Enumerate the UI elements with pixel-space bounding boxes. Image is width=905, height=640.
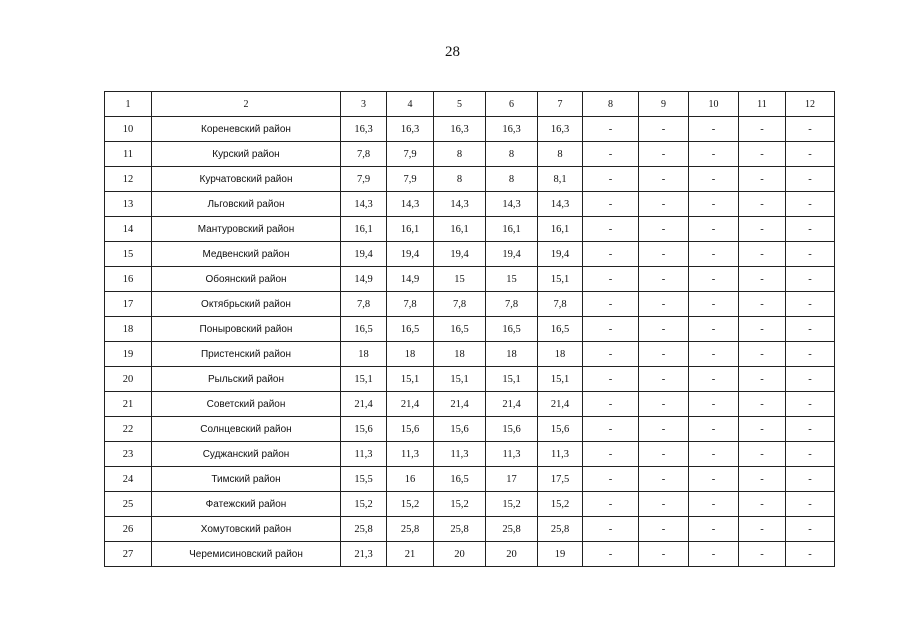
table-cell: - <box>639 517 689 542</box>
table-cell: - <box>583 242 639 267</box>
table-cell: 7,8 <box>341 142 387 167</box>
table-cell: - <box>689 317 739 342</box>
table-cell: - <box>786 267 835 292</box>
table-cell: 15,6 <box>387 417 434 442</box>
table-cell: - <box>689 342 739 367</box>
district-name-cell: Рыльский район <box>152 367 341 392</box>
row-number-cell: 18 <box>105 317 152 342</box>
column-header-11: 11 <box>739 92 786 117</box>
table-cell: - <box>639 317 689 342</box>
table-cell: - <box>786 517 835 542</box>
table-cell: 25,8 <box>341 517 387 542</box>
table-cell: 15,6 <box>486 417 538 442</box>
table-cell: - <box>583 542 639 567</box>
table-row <box>105 542 835 567</box>
table-row <box>105 442 835 467</box>
table-cell: 16,1 <box>387 217 434 242</box>
row-number-cell: 14 <box>105 217 152 242</box>
table-cell: 16,5 <box>341 317 387 342</box>
district-name-cell: Фатежский район <box>152 492 341 517</box>
table-cell: 19,4 <box>341 242 387 267</box>
table-cell: - <box>639 117 689 142</box>
column-header-3: 3 <box>341 92 387 117</box>
table-cell: 18 <box>486 342 538 367</box>
column-header-10: 10 <box>689 92 739 117</box>
table-cell: - <box>739 492 786 517</box>
table-cell: - <box>786 192 835 217</box>
district-name-cell: Октябрьский район <box>152 292 341 317</box>
row-number-cell: 23 <box>105 442 152 467</box>
table-cell: - <box>689 192 739 217</box>
table-cell: 14,3 <box>538 192 583 217</box>
column-header-8: 8 <box>583 92 639 117</box>
table-cell: 18 <box>387 342 434 367</box>
table-cell: - <box>689 367 739 392</box>
table-cell: 8 <box>486 142 538 167</box>
table-cell: 18 <box>538 342 583 367</box>
district-name-cell: Медвенский район <box>152 242 341 267</box>
table-row <box>105 292 835 317</box>
table-cell: 21,3 <box>341 542 387 567</box>
table-cell: 15,1 <box>538 267 583 292</box>
table-cell: 14,3 <box>434 192 486 217</box>
table-cell: - <box>739 142 786 167</box>
table-cell: 7,9 <box>387 142 434 167</box>
table-cell: 21,4 <box>538 392 583 417</box>
table-cell: 15 <box>486 267 538 292</box>
table-row <box>105 392 835 417</box>
table-cell: - <box>639 467 689 492</box>
table-cell: - <box>583 467 639 492</box>
table-cell: 15 <box>434 267 486 292</box>
table-cell: - <box>786 142 835 167</box>
table-cell: 25,8 <box>486 517 538 542</box>
table-cell: 16,1 <box>486 217 538 242</box>
table-cell: 15,2 <box>538 492 583 517</box>
table-cell: 7,8 <box>434 292 486 317</box>
table-cell: 11,3 <box>538 442 583 467</box>
table-cell: - <box>639 417 689 442</box>
district-name-cell: Советский район <box>152 392 341 417</box>
table-cell: 16,1 <box>434 217 486 242</box>
table-row <box>105 142 835 167</box>
table-row <box>105 342 835 367</box>
table-cell: - <box>689 417 739 442</box>
district-name-cell: Обоянский район <box>152 267 341 292</box>
table-cell: 16,5 <box>434 317 486 342</box>
table-cell: 21,4 <box>387 392 434 417</box>
table-cell: 16,5 <box>538 317 583 342</box>
table-cell: - <box>786 342 835 367</box>
table-cell: - <box>583 342 639 367</box>
table-cell: 15,2 <box>486 492 538 517</box>
table-cell: 16,1 <box>538 217 583 242</box>
table-cell: 18 <box>434 342 486 367</box>
row-number-cell: 10 <box>105 117 152 142</box>
table-row <box>105 417 835 442</box>
table-cell: 19,4 <box>486 242 538 267</box>
district-name-cell: Черемисиновский район <box>152 542 341 567</box>
table-cell: - <box>786 117 835 142</box>
table-row <box>105 267 835 292</box>
row-number-cell: 26 <box>105 517 152 542</box>
table-cell: 14,9 <box>341 267 387 292</box>
table-cell: - <box>639 492 689 517</box>
row-number-cell: 13 <box>105 192 152 217</box>
table-cell: 14,3 <box>486 192 538 217</box>
table-cell: - <box>583 117 639 142</box>
table-cell: 7,8 <box>387 292 434 317</box>
table-cell: - <box>689 167 739 192</box>
district-name-cell: Поныровский район <box>152 317 341 342</box>
table-cell: 19,4 <box>434 242 486 267</box>
table-cell: - <box>739 217 786 242</box>
table-cell: - <box>739 117 786 142</box>
table-cell: - <box>639 367 689 392</box>
district-name-cell: Солнцевский район <box>152 417 341 442</box>
table-cell: - <box>739 542 786 567</box>
table-cell: - <box>689 392 739 417</box>
table-cell: - <box>583 192 639 217</box>
table-cell: - <box>639 142 689 167</box>
table-cell: 17,5 <box>538 467 583 492</box>
page-number: 28 <box>445 44 460 60</box>
table-cell: 15,2 <box>387 492 434 517</box>
table-cell: - <box>583 267 639 292</box>
table-cell: - <box>739 517 786 542</box>
table-row <box>105 167 835 192</box>
table-cell: - <box>583 517 639 542</box>
table-row <box>105 517 835 542</box>
district-name-cell: Курчатовский район <box>152 167 341 192</box>
table-cell: - <box>689 142 739 167</box>
table-cell: - <box>739 317 786 342</box>
table-cell: - <box>689 292 739 317</box>
data-table <box>104 91 835 567</box>
row-number-cell: 22 <box>105 417 152 442</box>
table-cell: - <box>786 242 835 267</box>
table-header-row <box>105 92 835 117</box>
column-header-1: 1 <box>105 92 152 117</box>
table-cell: 15,2 <box>434 492 486 517</box>
table-cell: 20 <box>486 542 538 567</box>
table-cell: 16,5 <box>486 317 538 342</box>
table-cell: 7,8 <box>486 292 538 317</box>
table-cell: - <box>786 317 835 342</box>
table-cell: 15,2 <box>341 492 387 517</box>
column-header-2: 2 <box>152 92 341 117</box>
table-cell: 14,9 <box>387 267 434 292</box>
table-cell: 19,4 <box>538 242 583 267</box>
table-cell: 16,5 <box>387 317 434 342</box>
table-cell: 15,1 <box>387 367 434 392</box>
table-cell: - <box>739 442 786 467</box>
table-cell: 7,8 <box>341 292 387 317</box>
table-cell: - <box>689 542 739 567</box>
row-number-cell: 19 <box>105 342 152 367</box>
table-cell: - <box>786 467 835 492</box>
row-number-cell: 12 <box>105 167 152 192</box>
table-row <box>105 192 835 217</box>
table-cell: - <box>786 367 835 392</box>
table-cell: 15,1 <box>341 367 387 392</box>
table-cell: - <box>583 492 639 517</box>
table-cell: 21,4 <box>341 392 387 417</box>
table-cell: 8 <box>486 167 538 192</box>
table-cell: - <box>689 242 739 267</box>
row-number-cell: 17 <box>105 292 152 317</box>
table-cell: 15,1 <box>486 367 538 392</box>
table-cell: 20 <box>434 542 486 567</box>
table-cell: - <box>639 342 689 367</box>
table-cell: - <box>739 242 786 267</box>
table-cell: - <box>786 442 835 467</box>
district-name-cell: Мантуровский район <box>152 217 341 242</box>
table-cell: - <box>583 392 639 417</box>
table-cell: 25,8 <box>434 517 486 542</box>
row-number-cell: 16 <box>105 267 152 292</box>
table-cell: 11,3 <box>387 442 434 467</box>
table-cell: - <box>583 167 639 192</box>
table-cell: - <box>583 442 639 467</box>
table-cell: - <box>639 292 689 317</box>
district-name-cell: Тимский район <box>152 467 341 492</box>
table-cell: 15,6 <box>341 417 387 442</box>
table-cell: - <box>639 192 689 217</box>
district-name-cell: Кореневский район <box>152 117 341 142</box>
row-number-cell: 24 <box>105 467 152 492</box>
table-cell: 15,6 <box>434 417 486 442</box>
table-cell: - <box>739 417 786 442</box>
district-name-cell: Льговский район <box>152 192 341 217</box>
table-cell: 16,3 <box>538 117 583 142</box>
table-cell: - <box>739 367 786 392</box>
table-cell: 8 <box>434 167 486 192</box>
table-cell: - <box>786 292 835 317</box>
table-cell: 17 <box>486 467 538 492</box>
table-cell: - <box>639 542 689 567</box>
table-cell: - <box>583 317 639 342</box>
table-cell: - <box>689 442 739 467</box>
table-cell: 7,9 <box>341 167 387 192</box>
table-cell: 16,3 <box>341 117 387 142</box>
district-name-cell: Курский район <box>152 142 341 167</box>
column-header-5: 5 <box>434 92 486 117</box>
table-cell: - <box>689 517 739 542</box>
table-cell: 14,3 <box>387 192 434 217</box>
table-cell: - <box>739 192 786 217</box>
district-name-cell: Хомутовский район <box>152 517 341 542</box>
table-cell: - <box>786 217 835 242</box>
table-cell: - <box>786 417 835 442</box>
table-cell: 7,8 <box>538 292 583 317</box>
table-cell: - <box>689 217 739 242</box>
row-number-cell: 15 <box>105 242 152 267</box>
table-cell: 16,5 <box>434 467 486 492</box>
row-number-cell: 21 <box>105 392 152 417</box>
row-number-cell: 25 <box>105 492 152 517</box>
table-row <box>105 217 835 242</box>
table-cell: 21 <box>387 542 434 567</box>
table-body <box>105 92 835 567</box>
table-cell: - <box>583 292 639 317</box>
table-cell: 11,3 <box>434 442 486 467</box>
table-cell: - <box>739 392 786 417</box>
table-row <box>105 242 835 267</box>
row-number-cell: 20 <box>105 367 152 392</box>
table-cell: 8 <box>538 142 583 167</box>
table-cell: 15,1 <box>538 367 583 392</box>
table-cell: - <box>739 167 786 192</box>
table-cell: 15,6 <box>538 417 583 442</box>
table-cell: - <box>739 467 786 492</box>
column-header-7: 7 <box>538 92 583 117</box>
table-cell: 8,1 <box>538 167 583 192</box>
table-cell: - <box>689 267 739 292</box>
table-cell: - <box>583 417 639 442</box>
table-row <box>105 367 835 392</box>
table-cell: 16,3 <box>486 117 538 142</box>
table-cell: 21,4 <box>434 392 486 417</box>
table-cell: - <box>639 392 689 417</box>
table-cell: - <box>689 492 739 517</box>
table-cell: 8 <box>434 142 486 167</box>
table-cell: - <box>739 292 786 317</box>
table-cell: - <box>739 342 786 367</box>
table-cell: 16 <box>387 467 434 492</box>
table-cell: - <box>739 267 786 292</box>
column-header-4: 4 <box>387 92 434 117</box>
district-name-cell: Пристенский район <box>152 342 341 367</box>
table-cell: - <box>786 542 835 567</box>
table-cell: - <box>639 267 689 292</box>
table-cell: - <box>689 467 739 492</box>
column-header-9: 9 <box>639 92 689 117</box>
district-name-cell: Суджанский район <box>152 442 341 467</box>
table-cell: 11,3 <box>341 442 387 467</box>
table-cell: - <box>583 367 639 392</box>
table-cell: 19,4 <box>387 242 434 267</box>
table-cell: 16,3 <box>387 117 434 142</box>
table-cell: 16,1 <box>341 217 387 242</box>
table-cell: - <box>639 217 689 242</box>
table-cell: 18 <box>341 342 387 367</box>
table-cell: - <box>639 442 689 467</box>
table-cell: - <box>639 167 689 192</box>
table-cell: 14,3 <box>341 192 387 217</box>
table-cell: 11,3 <box>486 442 538 467</box>
table-cell: - <box>786 392 835 417</box>
table-cell: 19 <box>538 542 583 567</box>
row-number-cell: 27 <box>105 542 152 567</box>
table-cell: 15,1 <box>434 367 486 392</box>
table-row <box>105 117 835 142</box>
table-cell: 25,8 <box>387 517 434 542</box>
column-header-6: 6 <box>486 92 538 117</box>
table-row <box>105 317 835 342</box>
column-header-12: 12 <box>786 92 835 117</box>
table-cell: - <box>786 492 835 517</box>
table-row <box>105 467 835 492</box>
table-cell: 7,9 <box>387 167 434 192</box>
table-cell: - <box>583 217 639 242</box>
table-cell: 16,3 <box>434 117 486 142</box>
row-number-cell: 11 <box>105 142 152 167</box>
table-cell: 25,8 <box>538 517 583 542</box>
table-cell: 15,5 <box>341 467 387 492</box>
table-cell: - <box>689 117 739 142</box>
table-cell: 21,4 <box>486 392 538 417</box>
table-cell: - <box>639 242 689 267</box>
table-cell: - <box>786 167 835 192</box>
table-cell: - <box>583 142 639 167</box>
table-row <box>105 492 835 517</box>
